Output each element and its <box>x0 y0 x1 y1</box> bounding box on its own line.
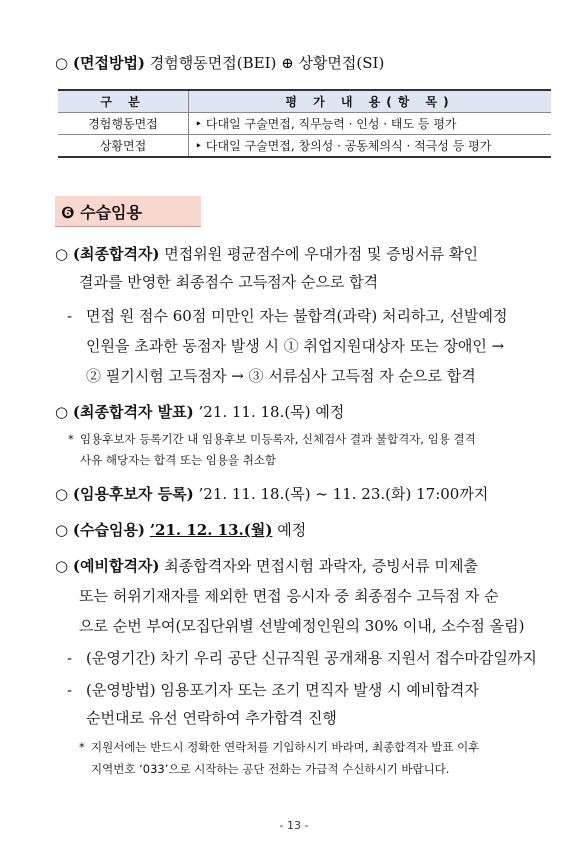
interview-method-text: 경험행동면접(BEI) ⊕ 상황면접(SI) <box>145 54 385 72</box>
final-pass-line-2: 결과를 반영한 최종점수 고득점자 순으로 합격 <box>79 273 379 291</box>
appoint-heading: (수습임용) <box>72 521 146 539</box>
final-pass-heading: (최종합격자) <box>72 245 160 263</box>
bullet-circle: ○ <box>55 245 69 263</box>
bullet-circle: ○ <box>55 485 69 503</box>
note-asterisk: * <box>79 740 85 754</box>
register-line <box>55 484 488 504</box>
appoint-date: ’21. 12. 13.(월) <box>149 521 273 539</box>
table-cell-category: 경험행동면접 <box>58 113 189 135</box>
dash-mark: - <box>67 649 73 667</box>
table-cell-content: ‣ 다대일 구술면접, 창의성 · 공동체의식 · 적극성 등 평가 <box>189 135 552 158</box>
interview-evaluation-table <box>58 89 551 158</box>
final-pass-line-1 <box>55 244 478 264</box>
final-pass-sub-3: ② 필기시험 고득점자 → ③ 서류심사 고득점 자 순으로 합격 <box>86 367 476 385</box>
announce-heading: (최종합격자 발표) <box>72 403 194 421</box>
reserve-note-1: 지원서에는 반드시 정확한 연락처를 기입하시기 바라며, 최종합격자 발표 이후 <box>91 740 480 754</box>
page-number: - 13 - <box>279 819 309 832</box>
announce-note-2: 사유 해당자는 합격 또는 임용을 취소함 <box>80 453 277 467</box>
table-header-category: 구 분 <box>58 90 189 113</box>
table-cell-content: ‣ 다대일 구술면접, 직무능력 · 인성 · 태도 등 평가 <box>189 113 552 135</box>
appoint-line <box>55 520 306 540</box>
reserve-heading: (예비합격자) <box>72 557 160 575</box>
section-heading-box <box>55 196 201 227</box>
announce-text: ’21. 11. 18.(목) 예정 <box>193 403 345 421</box>
final-pass-sub-2: 인원을 초과한 동점자 발생 시 ① 취업지원대상자 또는 장애인 → <box>86 337 505 355</box>
appoint-text: 예정 <box>272 521 307 539</box>
bullet-circle: ○ <box>55 557 69 575</box>
table-cell-category: 상황면접 <box>58 135 189 158</box>
note-asterisk: * <box>68 432 74 446</box>
reserve-line-3: 으로 순번 부여(모집단위별 선발예정인원의 30% 이내, 소수점 올림) <box>79 617 525 635</box>
table-header-content: 평 가 내 용(항 목) <box>189 90 552 113</box>
bullet-circle: ○ <box>55 54 69 72</box>
reserve-text-1: 최종합격자와 면접시험 과락자, 증빙서류 미제출 <box>159 557 478 575</box>
announce-note-1: 임용후보자 등록기간 내 임용후보 미등록자, 신체검사 결과 불합격자, 임용 결격 <box>80 432 476 446</box>
interview-method-heading: (면접방법) <box>72 54 146 72</box>
final-pass-text-1: 면접위원 평균점수에 우대가점 및 증빙서류 확인 <box>159 245 478 263</box>
dash-mark: - <box>67 681 73 699</box>
reserve-note-2: 지역번호 ‘033’으로 시작하는 공단 전화는 가급적 수신하시기 바랍니다. <box>91 762 450 776</box>
dash-mark: - <box>67 307 73 325</box>
final-pass-sub-1: 면접 원 점수 60점 미만인 자는 불합격(과락) 처리하고, 선발예정 <box>86 307 508 325</box>
table-row <box>58 135 551 158</box>
reserve-line-1 <box>55 556 478 576</box>
reserve-line-2: 또는 허위기재자를 제외한 면접 응시자 중 최종점수 고득점 자 순 <box>79 587 499 605</box>
reserve-sub-3: 순번대로 유선 연락하여 추가합격 진행 <box>86 709 337 727</box>
table-row <box>58 113 551 135</box>
register-text: ’21. 11. 18.(목) ~ 11. 23.(화) 17:00까지 <box>193 485 489 503</box>
bullet-circle: ○ <box>55 403 69 421</box>
reserve-sub-2: (운영방법) 임용포기자 또는 조기 면직자 발생 시 예비합격자 <box>86 681 479 699</box>
table-header-row <box>58 90 551 113</box>
interview-method-line <box>55 53 384 73</box>
reserve-sub-1: (운영기간) 차기 우리 공단 신규직원 공개채용 지원서 접수마감일까지 <box>86 649 537 667</box>
register-heading: (임용후보자 등록) <box>72 485 194 503</box>
announce-line <box>55 402 344 422</box>
bullet-circle: ○ <box>55 521 69 539</box>
section-title: ❻ 수습임용 <box>61 203 142 222</box>
